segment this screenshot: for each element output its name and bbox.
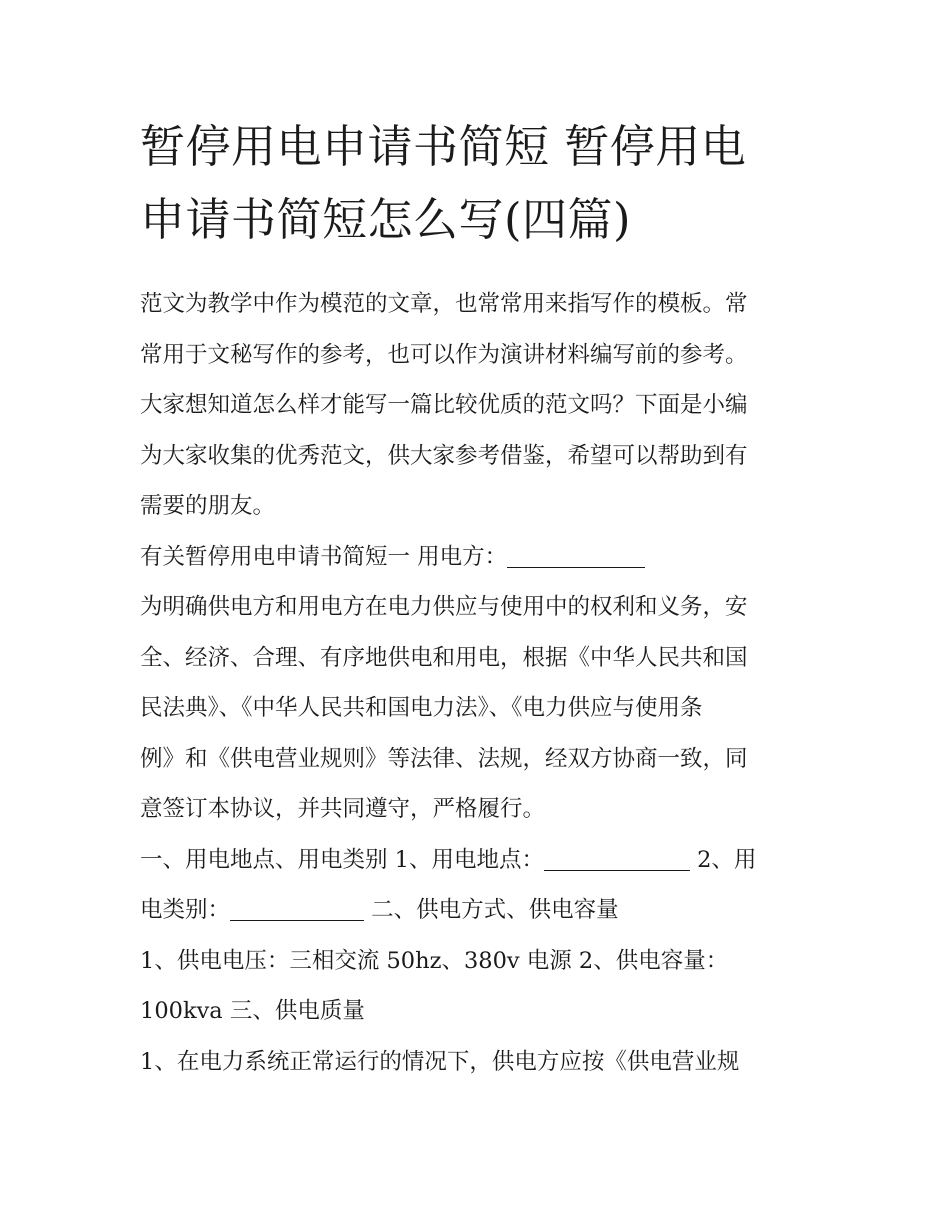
purpose-line: 民法典》、《中华人民共和国电力法》、《电力供应与使用条 [140,695,703,721]
category-blank [230,898,364,921]
section-one-heading [140,532,812,583]
location-line [140,835,812,886]
category-line [140,885,812,936]
intro-line: 需要的朋友。 [140,493,276,519]
purpose-line: 为明确供电方和用电方在电力供应与使用中的权利和义务，安 [140,594,748,620]
intro-line: 为大家收集的优秀范文，供大家参考借鉴，希望可以帮助到有 [140,442,748,469]
location-blank [544,848,690,871]
document-body [140,279,812,1087]
title-line: 暂停用电申请书简短 暂停用电 [140,120,747,173]
title-line: 申请书简短怎么写(四篇) [140,193,632,246]
user-name-blank [507,545,645,568]
intro-line: 常用于文秘写作的参考，也可以作为演讲材料编写前的参考。 [140,341,748,368]
section-one-heading-text: 有关暂停用电申请书简短一 用电方： [140,543,508,570]
purpose-line: 意签订本协议，并共同遵守，严格履行。 [140,796,546,822]
purpose-line: 全、经济、合理、有序地供电和用电，根据《中华人民共和国 [140,644,748,671]
category-label: 电类别： [140,897,231,923]
quality-line: 1、在电力系统正常运行的情况下，供电方应按《供电营业规 [140,1048,740,1075]
intro-line: 范文为教学中作为模范的文章，也常常用来指写作的模板。常 [140,291,748,317]
capacity-line: 100kva 三、供电质量 [140,998,365,1024]
purpose-line: 例》和《供电营业规则》等法律、法规，经双方协商一致，同 [140,745,748,772]
document-title [140,110,812,256]
category-suffix: 二、供电方式、供电容量 [364,897,619,923]
location-suffix: 2、用 [689,846,757,873]
intro-line: 大家想知道怎么样才能写一篇比较优质的范文吗？下面是小编 [140,392,748,418]
voltage-line: 1、供电电压：三相交流 50hz、380v 电源 2、供电容量： [140,947,729,974]
location-label: 一、用电地点、用电类别 1、用电地点： [140,846,544,873]
